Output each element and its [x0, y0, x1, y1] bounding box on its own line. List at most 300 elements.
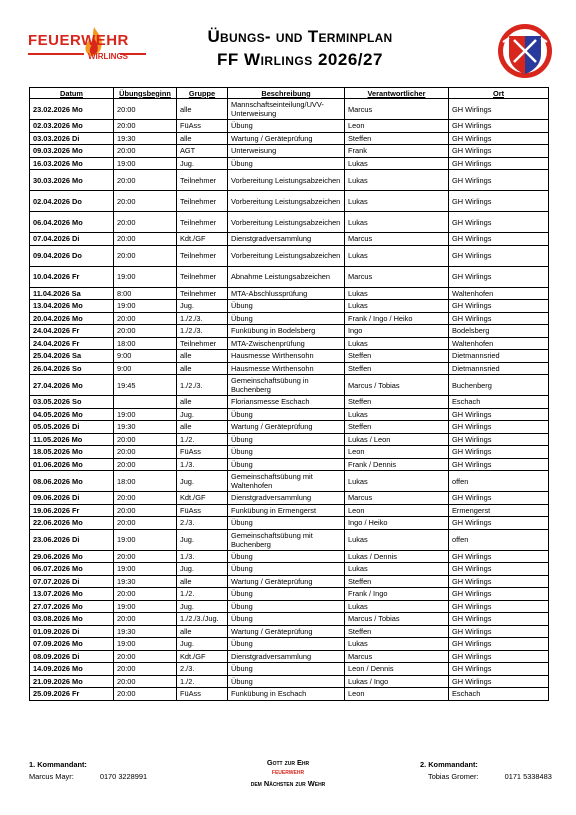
cell-location: offen — [449, 471, 549, 492]
table-row — [30, 157, 549, 170]
title-line-1: Übungs- und Terminplan — [207, 27, 393, 46]
cell-description: Dienstgradversammlung — [228, 233, 345, 246]
cell-location: GH Wirlings — [449, 600, 549, 613]
cell-description: Übung — [228, 563, 345, 576]
cell-description: Funkübung in Ermengerst — [228, 504, 345, 517]
cell-location: GH Wirlings — [449, 588, 549, 601]
table-row — [30, 375, 549, 396]
cell-description: Übung — [228, 312, 345, 325]
cell-group: 1./2. — [177, 588, 228, 601]
cell-location: GH Wirlings — [449, 99, 549, 120]
cell-location: GH Wirlings — [449, 157, 549, 170]
table-row — [30, 575, 549, 588]
cell-date: 03.03.2026 Di — [30, 132, 114, 145]
table-row — [30, 433, 549, 446]
cell-group: FüAss — [177, 120, 228, 133]
cell-location: GH Wirlings — [449, 245, 549, 266]
cell-location: GH Wirlings — [449, 638, 549, 651]
table-row — [30, 446, 549, 459]
header-gruppe: Gruppe — [177, 88, 228, 99]
cell-group: Teilnehmer — [177, 170, 228, 191]
cell-location: Bodelsberg — [449, 325, 549, 338]
cell-start-time: 20:00 — [114, 517, 177, 530]
cell-date: 01.09.2026 Di — [30, 625, 114, 638]
cell-group: alle — [177, 421, 228, 434]
cell-group: FüAss — [177, 688, 228, 701]
cell-responsible: Leon — [345, 504, 449, 517]
cell-responsible: Lukas — [345, 157, 449, 170]
cell-description: Unterweisung — [228, 145, 345, 158]
cell-location: Ermengerst — [449, 504, 549, 517]
cell-start-time: 20:00 — [114, 170, 177, 191]
motto-block — [200, 758, 376, 788]
cell-location: Dietmannsried — [449, 350, 549, 363]
cell-start-time: 20:00 — [114, 325, 177, 338]
cell-location: Eschach — [449, 396, 549, 409]
cell-start-time: 20:00 — [114, 688, 177, 701]
commander-1-label: 1. Kommandant: — [29, 760, 87, 769]
cell-responsible: Lukas / Dennis — [345, 550, 449, 563]
cell-description: Gemeinschaftsübung in Buchenberg — [228, 375, 345, 396]
cell-description: MTA-Abschlussprüfung — [228, 287, 345, 300]
cell-responsible: Marcus / Tobias — [345, 613, 449, 626]
cell-responsible: Lukas — [345, 337, 449, 350]
cell-group: 1./2./3. — [177, 312, 228, 325]
cell-date: 14.09.2026 Mo — [30, 663, 114, 676]
cell-group: 1./3. — [177, 550, 228, 563]
cell-responsible: Ingo / Heiko — [345, 517, 449, 530]
cell-responsible: Steffen — [345, 575, 449, 588]
cell-responsible: Leon — [345, 688, 449, 701]
table-row — [30, 245, 549, 266]
cell-group: Jug. — [177, 157, 228, 170]
cell-start-time: 19:30 — [114, 625, 177, 638]
cell-description: Funkübung in Bodelsberg — [228, 325, 345, 338]
cell-start-time: 20:00 — [114, 145, 177, 158]
cell-date: 10.04.2026 Fr — [30, 266, 114, 287]
cell-responsible: Lukas — [345, 638, 449, 651]
cell-date: 07.07.2026 Di — [30, 575, 114, 588]
cell-group: alle — [177, 362, 228, 375]
schedule-table — [29, 87, 549, 701]
cell-responsible: Marcus — [345, 266, 449, 287]
cell-start-time: 20:00 — [114, 99, 177, 120]
commander-2-label: 2. Kommandant: — [420, 760, 478, 769]
cell-start-time: 20:00 — [114, 650, 177, 663]
cell-responsible: Leon — [345, 446, 449, 459]
cell-group: 1./2./3. — [177, 375, 228, 396]
cell-group: Teilnehmer — [177, 191, 228, 212]
cell-location: GH Wirlings — [449, 300, 549, 313]
cell-responsible: Lukas — [345, 408, 449, 421]
cell-responsible: Lukas — [345, 600, 449, 613]
table-row — [30, 233, 549, 246]
cell-group: Jug. — [177, 600, 228, 613]
table-header-row — [30, 88, 549, 99]
cell-date: 13.07.2026 Mo — [30, 588, 114, 601]
table-row — [30, 458, 549, 471]
table-row — [30, 362, 549, 375]
cell-description: Übung — [228, 458, 345, 471]
cell-description: Vorbereitung Leistungsabzeichen — [228, 245, 345, 266]
cell-group: Kdt./GF — [177, 233, 228, 246]
table-row — [30, 337, 549, 350]
commander-1-name: Marcus Mayr: — [29, 772, 74, 781]
cell-location: GH Wirlings — [449, 421, 549, 434]
cell-responsible: Lukas — [345, 212, 449, 233]
cell-group: Teilnehmer — [177, 212, 228, 233]
cell-description: Übung — [228, 517, 345, 530]
cell-group: Jug. — [177, 300, 228, 313]
cell-responsible: Steffen — [345, 421, 449, 434]
cell-start-time: 19:00 — [114, 529, 177, 550]
cell-start-time: 20:00 — [114, 433, 177, 446]
cell-responsible: Steffen — [345, 362, 449, 375]
cell-date: 02.03.2026 Mo — [30, 120, 114, 133]
cell-group: Kdt./GF — [177, 492, 228, 505]
cell-group: AGT — [177, 145, 228, 158]
cell-responsible: Lukas / Leon — [345, 433, 449, 446]
table-row — [30, 266, 549, 287]
cell-date: 09.06.2026 Di — [30, 492, 114, 505]
cell-location: GH Wirlings — [449, 492, 549, 505]
cell-date: 09.04.2026 Do — [30, 245, 114, 266]
table-row — [30, 517, 549, 530]
cell-location: Eschach — [449, 688, 549, 701]
header-datum: Datum — [30, 88, 114, 99]
cell-start-time: 19:30 — [114, 421, 177, 434]
commander-2-phone: 0171 5338483 — [504, 772, 552, 781]
cell-responsible: Lukas — [345, 563, 449, 576]
page-title — [150, 27, 450, 70]
cell-location: GH Wirlings — [449, 191, 549, 212]
cell-date: 01.06.2026 Mo — [30, 458, 114, 471]
cell-start-time: 20:00 — [114, 675, 177, 688]
table-row — [30, 471, 549, 492]
motto-logo: FEUERWEHR — [271, 770, 305, 776]
cell-start-time: 20:00 — [114, 504, 177, 517]
cell-description: Dienstgradversammlung — [228, 650, 345, 663]
cell-group: Jug. — [177, 638, 228, 651]
table-row — [30, 408, 549, 421]
commander-1-block — [29, 760, 147, 781]
cell-responsible: Frank / Dennis — [345, 458, 449, 471]
cell-date: 27.07.2026 Mo — [30, 600, 114, 613]
cell-start-time: 19:00 — [114, 157, 177, 170]
cell-location: GH Wirlings — [449, 145, 549, 158]
cell-description: Vorbereitung Leistungsabzeichen — [228, 212, 345, 233]
cell-location: GH Wirlings — [449, 446, 549, 459]
cell-location: GH Wirlings — [449, 575, 549, 588]
cell-location: GH Wirlings — [449, 675, 549, 688]
cell-group: FüAss — [177, 446, 228, 459]
header-verantwortlicher: Verantwortlicher — [345, 88, 449, 99]
cell-date: 11.04.2026 Sa — [30, 287, 114, 300]
cell-location: GH Wirlings — [449, 550, 549, 563]
cell-group: Jug. — [177, 563, 228, 576]
cell-start-time: 19:00 — [114, 408, 177, 421]
cell-location: GH Wirlings — [449, 433, 549, 446]
cell-responsible: Lukas — [345, 300, 449, 313]
cell-date: 26.04.2026 So — [30, 362, 114, 375]
cell-location: GH Wirlings — [449, 613, 549, 626]
cell-description: Übung — [228, 433, 345, 446]
table-row — [30, 492, 549, 505]
cell-start-time: 19:00 — [114, 600, 177, 613]
table-row — [30, 396, 549, 409]
table-row — [30, 300, 549, 313]
cell-group: alle — [177, 350, 228, 363]
logo-divider — [28, 53, 84, 55]
cell-responsible: Lukas — [345, 245, 449, 266]
cell-date: 06.04.2026 Mo — [30, 212, 114, 233]
cell-description: Abnahme Leistungsabzeichen — [228, 266, 345, 287]
logo-subtext: WIRLINGS — [88, 52, 128, 61]
cell-date: 04.05.2026 Mo — [30, 408, 114, 421]
cell-group: 1./2. — [177, 675, 228, 688]
cell-description: Hausmesse Wirthensohn — [228, 362, 345, 375]
cell-responsible: Leon / Dennis — [345, 663, 449, 676]
cell-start-time: 20:00 — [114, 588, 177, 601]
header-uebungsbeginn: Übungsbeginn — [114, 88, 177, 99]
cell-start-time: 9:00 — [114, 362, 177, 375]
cell-date: 25.09.2026 Fr — [30, 688, 114, 701]
cell-start-time: 8:00 — [114, 287, 177, 300]
cell-group: alle — [177, 132, 228, 145]
cell-date: 30.03.2026 Mo — [30, 170, 114, 191]
cell-start-time: 20:00 — [114, 312, 177, 325]
table-row — [30, 325, 549, 338]
cell-location: GH Wirlings — [449, 266, 549, 287]
cell-location: Waltenhofen — [449, 337, 549, 350]
cell-group: 1./2./3. — [177, 325, 228, 338]
cell-description: Funkübung in Eschach — [228, 688, 345, 701]
cell-description: Wartung / Geräteprüfung — [228, 625, 345, 638]
cell-date: 11.05.2026 Mo — [30, 433, 114, 446]
cell-description: Übung — [228, 600, 345, 613]
table-row — [30, 675, 549, 688]
cell-date: 22.06.2026 Mo — [30, 517, 114, 530]
cell-start-time: 20:00 — [114, 446, 177, 459]
cell-start-time: 19:00 — [114, 266, 177, 287]
cell-responsible: Steffen — [345, 625, 449, 638]
cell-group: Jug. — [177, 408, 228, 421]
cell-date: 19.06.2026 Fr — [30, 504, 114, 517]
cell-group: Jug. — [177, 529, 228, 550]
table-row — [30, 350, 549, 363]
cell-description: Vorbereitung Leistungsabzeichen — [228, 170, 345, 191]
cell-responsible: Lukas — [345, 287, 449, 300]
cell-responsible: Lukas — [345, 529, 449, 550]
cell-date: 24.04.2026 Fr — [30, 337, 114, 350]
table-row — [30, 421, 549, 434]
cell-responsible: Marcus — [345, 492, 449, 505]
cell-group: 1./2./3./Jug. — [177, 613, 228, 626]
cell-group: 2./3. — [177, 663, 228, 676]
cell-responsible: Marcus — [345, 99, 449, 120]
cell-group: Teilnehmer — [177, 245, 228, 266]
cell-description: Wartung / Geräteprüfung — [228, 132, 345, 145]
cell-start-time: 20:00 — [114, 191, 177, 212]
cell-description: Übung — [228, 613, 345, 626]
cell-responsible: Lukas — [345, 191, 449, 212]
cell-location: GH Wirlings — [449, 663, 549, 676]
table-row — [30, 99, 549, 120]
cell-description: Übung — [228, 675, 345, 688]
cell-start-time: 20:00 — [114, 212, 177, 233]
cell-date: 29.06.2026 Mo — [30, 550, 114, 563]
cell-date: 13.04.2026 Mo — [30, 300, 114, 313]
cell-location: GH Wirlings — [449, 625, 549, 638]
cell-description: Mannschaftseinteilung/UVV-Unterweisung — [228, 99, 345, 120]
table-row — [30, 563, 549, 576]
table-row — [30, 287, 549, 300]
cell-date: 03.08.2026 Mo — [30, 613, 114, 626]
cell-date: 18.05.2026 Mo — [30, 446, 114, 459]
table-row — [30, 145, 549, 158]
cell-responsible: Steffen — [345, 396, 449, 409]
table-row — [30, 688, 549, 701]
cell-location: Buchenberg — [449, 375, 549, 396]
table-row — [30, 529, 549, 550]
cell-date: 21.09.2026 Mo — [30, 675, 114, 688]
cell-start-time: 18:00 — [114, 471, 177, 492]
cell-group: Teilnehmer — [177, 287, 228, 300]
cell-description: Übung — [228, 663, 345, 676]
cell-group: Kdt./GF — [177, 650, 228, 663]
table-row — [30, 550, 549, 563]
header-ort: Ort — [449, 88, 549, 99]
cell-date: 08.09.2026 Di — [30, 650, 114, 663]
cell-responsible: Lukas / Ingo — [345, 675, 449, 688]
cell-description: Übung — [228, 157, 345, 170]
motto-line-1: Gott zur Ehr — [266, 758, 310, 767]
title-line-2: FF Wirlings 2026/27 — [217, 50, 383, 69]
cell-group: alle — [177, 396, 228, 409]
cell-responsible: Frank / Ingo — [345, 588, 449, 601]
cell-description: Dienstgradversammlung — [228, 492, 345, 505]
cell-description: Übung — [228, 408, 345, 421]
header-beschreibung: Beschreibung — [228, 88, 345, 99]
cell-description: Übung — [228, 550, 345, 563]
cell-start-time — [114, 396, 177, 409]
cell-group: Teilnehmer — [177, 337, 228, 350]
cell-start-time: 20:00 — [114, 613, 177, 626]
cell-date: 27.04.2026 Mo — [30, 375, 114, 396]
cell-start-time: 19:00 — [114, 300, 177, 313]
fire-brigade-logo — [28, 26, 148, 70]
cell-start-time: 20:00 — [114, 120, 177, 133]
cell-date: 09.03.2026 Mo — [30, 145, 114, 158]
table-row — [30, 600, 549, 613]
table-row — [30, 504, 549, 517]
cell-start-time: 20:00 — [114, 458, 177, 471]
cell-description: Übung — [228, 300, 345, 313]
cell-start-time: 19:45 — [114, 375, 177, 396]
cell-description: Wartung / Geräteprüfung — [228, 421, 345, 434]
cell-responsible: Steffen — [345, 132, 449, 145]
table-row — [30, 212, 549, 233]
cell-date: 08.06.2026 Mo — [30, 471, 114, 492]
cell-date: 25.04.2026 Sa — [30, 350, 114, 363]
table-row — [30, 132, 549, 145]
cell-group: 1./2. — [177, 433, 228, 446]
cell-group: alle — [177, 99, 228, 120]
cell-date: 02.04.2026 Do — [30, 191, 114, 212]
table-row — [30, 588, 549, 601]
table-row — [30, 650, 549, 663]
cell-start-time: 19:00 — [114, 563, 177, 576]
cell-location: GH Wirlings — [449, 212, 549, 233]
cell-description: Floriansmesse Eschach — [228, 396, 345, 409]
cell-date: 20.04.2026 Mo — [30, 312, 114, 325]
cell-description: Hausmesse Wirthensohn — [228, 350, 345, 363]
cell-location: GH Wirlings — [449, 563, 549, 576]
table-row — [30, 312, 549, 325]
table-row — [30, 191, 549, 212]
cell-date: 16.03.2026 Mo — [30, 157, 114, 170]
logo-wordmark: FEUERWEHR — [28, 32, 129, 49]
commander-1-phone: 0170 3228991 — [99, 772, 148, 781]
cell-group: alle — [177, 625, 228, 638]
cell-responsible: Marcus / Tobias — [345, 375, 449, 396]
cell-date: 07.09.2026 Mo — [30, 638, 114, 651]
cell-start-time: 20:00 — [114, 550, 177, 563]
cell-description: Übung — [228, 120, 345, 133]
cell-responsible: Ingo — [345, 325, 449, 338]
cell-group: 2./3. — [177, 517, 228, 530]
cell-date: 23.06.2026 Di — [30, 529, 114, 550]
cell-description: Gemeinschaftsübung mit Waltenhofen — [228, 471, 345, 492]
cell-group: Teilnehmer — [177, 266, 228, 287]
coat-of-arms-icon — [497, 22, 553, 80]
table-row — [30, 625, 549, 638]
cell-location: offen — [449, 529, 549, 550]
cell-group: alle — [177, 575, 228, 588]
cell-date: 05.05.2026 Di — [30, 421, 114, 434]
cell-start-time: 20:00 — [114, 663, 177, 676]
motto-line-2: dem Nächsten zur Wehr — [250, 779, 326, 788]
cell-start-time: 20:00 — [114, 245, 177, 266]
cell-location: Waltenhofen — [449, 287, 549, 300]
cell-responsible: Leon — [345, 120, 449, 133]
cell-date: 07.04.2026 Di — [30, 233, 114, 246]
cell-location: GH Wirlings — [449, 132, 549, 145]
cell-start-time: 19:30 — [114, 575, 177, 588]
cell-start-time: 19:30 — [114, 132, 177, 145]
cell-responsible: Steffen — [345, 350, 449, 363]
cell-description: Gemeinschaftsübung mit Buchenberg — [228, 529, 345, 550]
cell-description: Übung — [228, 446, 345, 459]
cell-responsible: Marcus — [345, 233, 449, 246]
cell-group: FüAss — [177, 504, 228, 517]
table-row — [30, 170, 549, 191]
cell-start-time: 9:00 — [114, 350, 177, 363]
cell-location: GH Wirlings — [449, 312, 549, 325]
cell-description: Wartung / Geräteprüfung — [228, 575, 345, 588]
cell-description: Übung — [228, 638, 345, 651]
cell-location: GH Wirlings — [449, 458, 549, 471]
cell-group: Jug. — [177, 471, 228, 492]
cell-date: 23.02.2026 Mo — [30, 99, 114, 120]
cell-responsible: Lukas — [345, 170, 449, 191]
table-row — [30, 663, 549, 676]
cell-description: Vorbereitung Leistungsabzeichen — [228, 191, 345, 212]
cell-start-time: 20:00 — [114, 492, 177, 505]
cell-date: 24.04.2026 Fr — [30, 325, 114, 338]
cell-location: GH Wirlings — [449, 517, 549, 530]
cell-start-time: 18:00 — [114, 337, 177, 350]
